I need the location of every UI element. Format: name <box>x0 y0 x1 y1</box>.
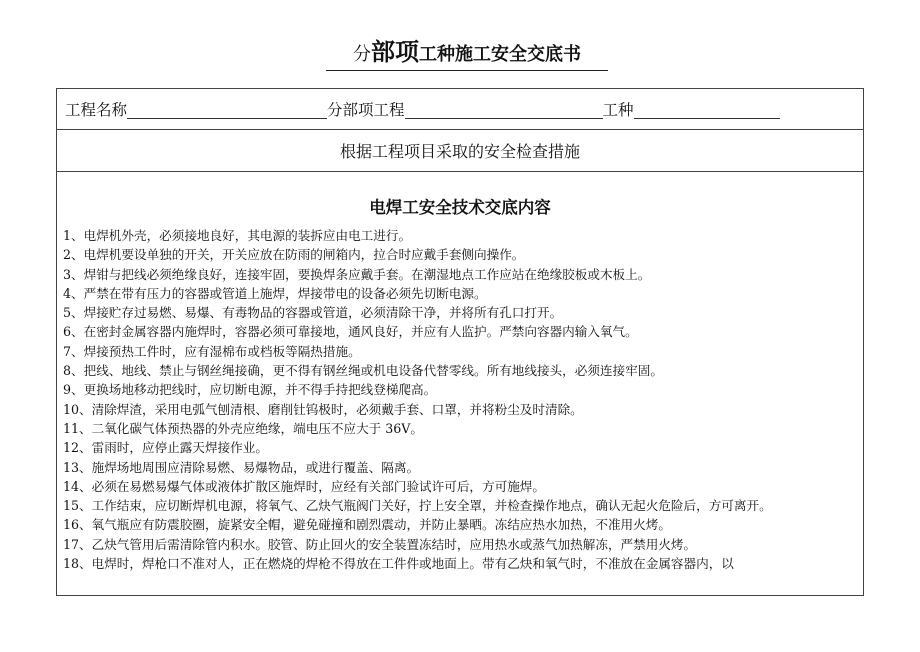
list-item: 3、焊钳与把线必须绝缘良好，连接牢固，要换焊条应戴手套。在潮湿地点工作应站在绝缘胶板或木板上。 <box>63 266 651 282</box>
list-item: 15、工作结束，应切断焊机电源，将氧气、乙炔气瓶阀门关好，拧上安全罩，并检查操作地点，确认无起火危险后，方可离开。 <box>63 498 772 514</box>
list-item: 8、把线、地线、禁止与钢丝绳接确，更不得有钢丝绳或机电设备代替零线。所有地线接头，必须连接牢固。 <box>63 363 663 379</box>
list-item: 1、电焊机外壳，必须接地良好，其电源的装拆应由电工进行。 <box>63 228 412 243</box>
item-list <box>63 226 857 573</box>
list-item: 18、电焊时，焊枪口不准对人，正在燃烧的焊枪不得放在工件件或地面上。带有乙炔和氧气时，不准放在金属容器内，以 <box>63 556 734 572</box>
list-item: 5、焊接贮存过易燃、易爆、有毒物品的容器或管道，必须清除干净，并将所有孔口打开。 <box>63 305 563 321</box>
trade-label: 工种 <box>602 101 634 119</box>
title-rest: 工种施工安全交底书 <box>419 44 581 65</box>
list-item: 6、在密封金属容器内施焊时，容器必须可靠接地，通风良好，并应有人监护。严禁向容器内输入氧气。 <box>63 324 638 340</box>
list-item: 10、清除焊渣，采用电弧气刨清根、磨削钍钨极时，必须戴手套、口罩，并将粉尘及时清除。 <box>63 401 583 417</box>
list-item: 9、更换场地移动把线时，应切断电源，并不得手持把线登梯爬高。 <box>63 382 437 398</box>
document-title <box>326 34 608 71</box>
list-item: 17、乙炔气管用后需清除管内积水。胶管、防止回火的安全装置冻结时，应用热水或蒸气加热解冻，严禁用火烤。 <box>63 536 697 552</box>
list-item: 11、二氧化碳气体预热器的外壳应绝缘，端电压不应大于 36V。 <box>63 420 423 436</box>
title-prefix: 分 <box>353 44 371 65</box>
list-item: 16、氧气瓶应有防震胶圈，旋紧安全帽，避免碰撞和剧烈震动，并防止暴晒。冻结应热水加热，不准用火烤。 <box>63 517 671 533</box>
form-sheet <box>56 88 864 596</box>
project-name-field[interactable] <box>127 100 327 119</box>
list-item: 14、必须在易燃易爆气体或液体扩散区施焊时，应经有关部门验试许可后，方可施焊。 <box>63 478 545 494</box>
measures-row <box>57 130 863 172</box>
title-emphasis: 部项 <box>371 38 419 66</box>
trade-field[interactable] <box>634 100 780 119</box>
project-info-row <box>57 89 863 130</box>
list-item: 4、严禁在带有压力的容器或管道上施焊，焊接带电的设备必须先切断电源。 <box>63 285 487 301</box>
list-item: 12、雷雨时，应停止露天焊接作业。 <box>63 440 268 456</box>
list-item: 7、焊接预热工件时，应有湿棉布或档板等隔热措施。 <box>63 343 361 359</box>
measures-label: 根据工程项目采取的安全检查措施 <box>339 142 580 161</box>
sub-project-label: 分部项工程 <box>327 101 405 119</box>
content-area <box>57 172 863 573</box>
list-item: 2、电焊机要设单独的开关，开关应放在防雨的闸箱内，拉合时应戴手套侧向操作。 <box>63 247 525 263</box>
project-name-label: 工程名称 <box>65 101 128 119</box>
sub-project-field[interactable] <box>405 100 603 119</box>
section-heading: 电焊工安全技术交底内容 <box>369 198 551 217</box>
list-item: 13、施焊场地周围应清除易燃、易爆物品，或进行覆盖、隔离。 <box>63 459 420 475</box>
